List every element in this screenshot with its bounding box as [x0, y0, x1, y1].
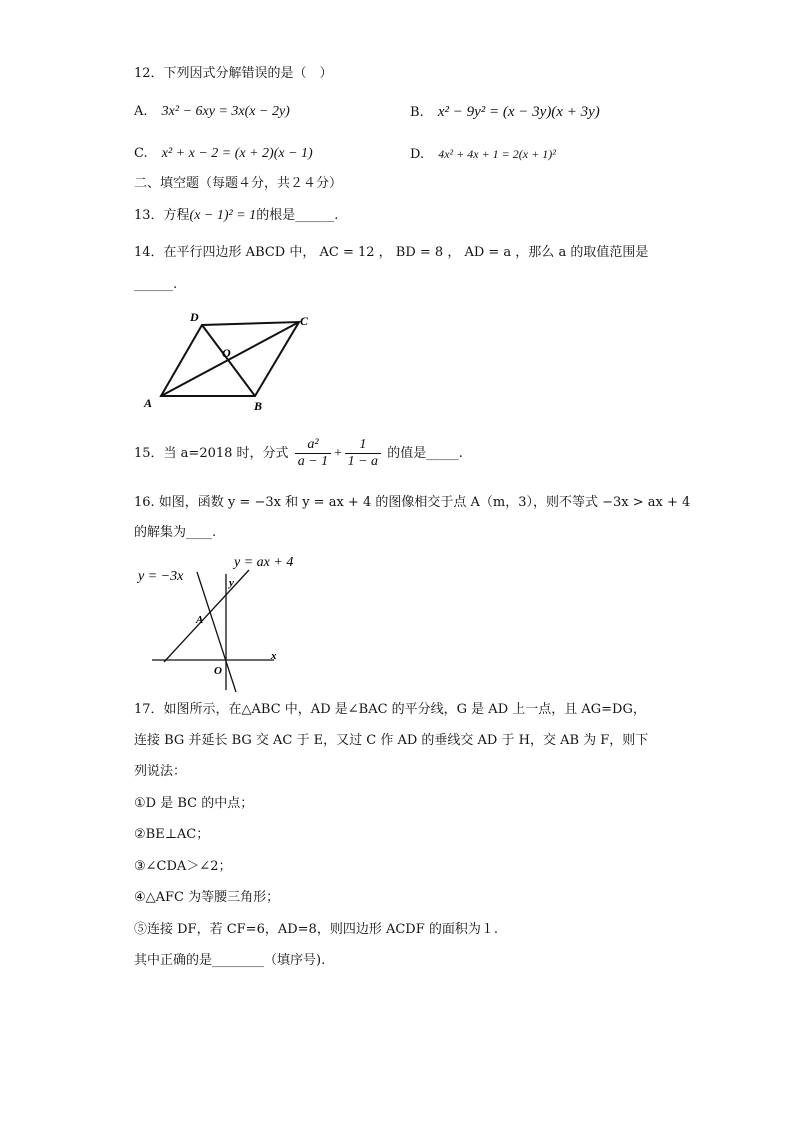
- q12-option-b: [410, 102, 600, 123]
- label-a: A: [144, 396, 153, 410]
- q13-expression: (x − 1)² = 1: [189, 208, 257, 223]
- label-c: C: [300, 314, 309, 328]
- q12-option-d: [410, 144, 556, 165]
- option-label: B.: [410, 105, 424, 120]
- q13-prefix: 13．方程: [134, 208, 190, 223]
- option-label: C.: [134, 146, 148, 161]
- label-point-a: A: [196, 614, 204, 626]
- q17-item-5: ⑤连接 DF，若 CF=6，AD=8，则四边形 ACDF 的面积为１.: [134, 922, 498, 937]
- q17-item-3: ③∠CDA＞∠2；: [134, 859, 232, 874]
- function-graph: [134, 550, 314, 695]
- q15-suffix: 的值是_____.: [387, 446, 463, 461]
- q12-stem: 12．下列因式分解错误的是（ ）: [134, 66, 333, 81]
- fraction-2-numerator: 1: [345, 437, 381, 454]
- label-x-axis: x: [271, 650, 277, 662]
- q17-ending: 其中正确的是________（填序号).: [134, 953, 326, 968]
- label-origin: O: [214, 665, 222, 677]
- label-line-1: y = −3x: [138, 569, 184, 584]
- fraction-1-denominator: a − 1: [297, 454, 329, 469]
- label-y-axis: y: [229, 577, 234, 589]
- q16-line1: 16. 如图，函数 y = −3x 和 y = ax + 4 的图像相交于点 A（m，3），则不等式 −3x > ax + 4: [134, 495, 691, 510]
- fraction-2: [345, 437, 381, 470]
- q14-line1: 14．在平行四边形 ABCD 中， AC = 12 ， BD = 8 ， AD = a ，那么 a 的取值范围是: [134, 245, 649, 260]
- label-b: B: [254, 399, 263, 413]
- fraction-1-numerator: a²: [295, 437, 331, 454]
- option-label: A.: [134, 104, 148, 119]
- q17-line3: 列说法：: [134, 764, 187, 779]
- q17-line1: 17．如图所示，在△ABC 中，AD 是∠BAC 的平分线，G 是 AD 上一点，且 AG=DG，: [134, 702, 646, 717]
- fraction-1: [295, 437, 331, 470]
- q12-option-a: [134, 102, 290, 122]
- q17-item-4: ④△AFC 为等腰三角形；: [134, 890, 280, 905]
- q13-suffix: 的根是______.: [256, 208, 339, 223]
- q12-option-c: [134, 144, 313, 164]
- option-expression: x² − 9y² = (x − 3y)(x + 3y): [437, 104, 600, 120]
- q17-item-2: ②BE⊥AC；: [134, 827, 210, 842]
- label-d: D: [190, 310, 199, 324]
- q16-line2: 的解集为____.: [134, 525, 217, 540]
- label-o: O: [222, 346, 231, 360]
- fraction-2-denominator: 1 − a: [347, 454, 379, 469]
- section-title: 二、填空题（每题４分，共２４分）: [134, 176, 343, 191]
- option-expression: x² + x − 2 = (x + 2)(x − 1): [161, 146, 313, 161]
- q17-line2: 连接 BG 并延长 BG 交 AC 于 E，又过 C 作 AD 的垂线交 AD 于 H，交 AB 为 F，则下: [134, 733, 649, 748]
- label-line-2: y = ax + 4: [234, 555, 294, 570]
- parallelogram-figure: [134, 305, 324, 415]
- option-label: D.: [410, 147, 425, 162]
- q14-line2: ______.: [134, 277, 178, 292]
- plus-sign: +: [333, 446, 343, 461]
- q17-item-1: ①D 是 BC 的中点；: [134, 796, 254, 811]
- q15: [134, 433, 463, 475]
- option-expression: 4x² + 4x + 1 = 2(x + 1)²: [438, 147, 556, 161]
- diagonal-bd: [202, 325, 255, 396]
- q13: [134, 206, 338, 226]
- q15-prefix: 15．当 a=2018 时，分式: [134, 446, 289, 461]
- option-expression: 3x² − 6xy = 3x(x − 2y): [161, 104, 290, 119]
